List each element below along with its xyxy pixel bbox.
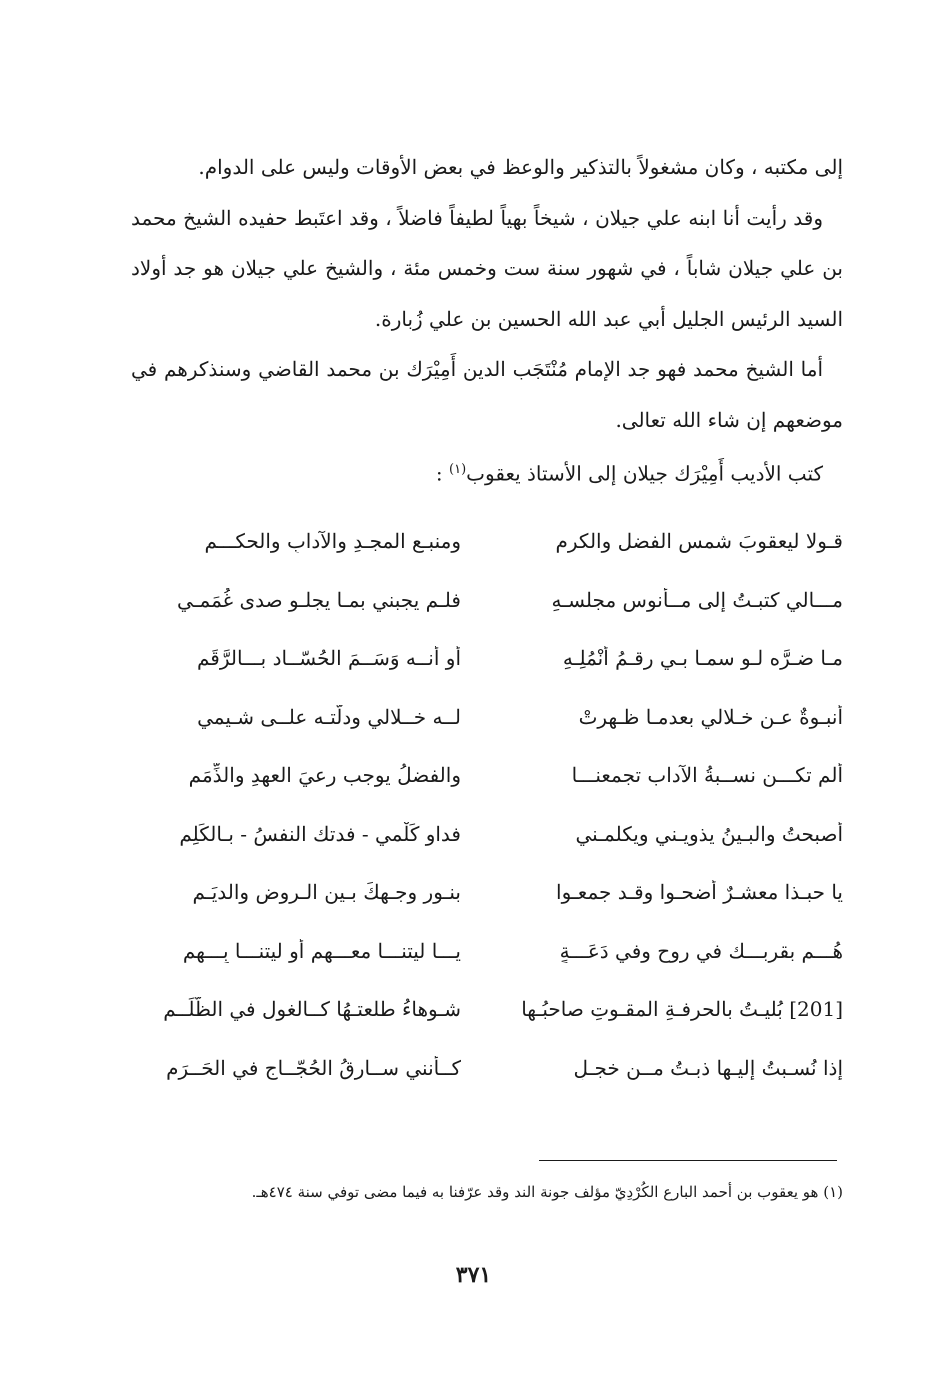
hemistich-second: يـــا ليتنـــا معـــهم أو ليتنـــا بِـــهِمِ: [182, 938, 461, 963]
poem-intro-text: كتب الأديب أَمِيْرَك جيلان إلى الأستاذ يعقوب: [466, 461, 823, 486]
paragraph-ali-jilan: وقد رأيت أنا ابنه علي جيلان ، شيخاً بهياً لطيفاً فاضلاً ، وقد اعتَبط حفيده الشيخ محمد بن علي جيلان شاباً ، في شهور سنة ست وخمس مئة ، والشيخ علي جيلان هو جد أولاد السيد الرئيس الجليل أبي عبد الله الحسين بن علي زُبارة.: [131, 205, 843, 331]
poem: [131, 512, 843, 1097]
hemistich-second: كــأنني ســارقُ الحُجّــاجِ في الحَــرَمِ: [166, 1055, 461, 1080]
hemistich-first: ألم تكـــن نســبةُ الآداب تجمعنـــا: [571, 763, 843, 788]
hemistich-second: والفضلُ يوجب رعيَ العهدِ والذِّمَمِ: [188, 763, 461, 788]
hemistich-first: يا حبـذا معشـرٌ أضحـوا وقـد جمعـوا: [556, 880, 843, 905]
hemistich-first: أصبحتُ والبـينُ يذويـني ويكلمـني: [575, 821, 843, 846]
hemistich-second: ومنبـعِ المجـدِ والآدابِ والحكـــمِ: [204, 529, 461, 554]
poem-couplet: [131, 805, 843, 864]
poem-couplet: [131, 629, 843, 688]
hemistich-first: إذا نُسـبتُ إليـها ذبـتُ مــن خجـلٍ: [573, 1055, 843, 1080]
paragraph-muhammad: أما الشيخ محمد فهو جد الإمام مُنْتَجَب الدين أَمِيْرَك بن محمد القاضي وسنذكرهم في موضعهم إن شاء الله تعالى.: [131, 357, 843, 432]
hemistich-second: بنـورِ وجـهكَ بـين الـروضِ والديَـمِ: [192, 880, 461, 905]
hemistich-first: أنبـوةٌ عـن خـلالي بعدمـا ظـهرتْ: [578, 704, 843, 729]
hemistich-second: شـوهاءُ طلعتـهُا كــالغولِ في الظُّلَــمِ: [163, 997, 461, 1022]
footnote: (١) هو يعقوب بن أحمد البارع الكُرْدِيّ مؤلف جونة الند وقد عرّفنا به فيما مضى توفي سنة ٤٧٤هـ.: [251, 1183, 843, 1201]
footnote-divider: [539, 1160, 837, 1161]
hemistich-first: [201] بُليـتُ بالحرفـةِ المقـوتِ صاحبُـها: [521, 997, 843, 1022]
poem-couplet: [131, 512, 843, 571]
poem-couplet: [131, 863, 843, 922]
poem-couplet: [131, 1039, 843, 1098]
poem-couplet: [131, 922, 843, 981]
paragraph-poem-intro: [131, 445, 843, 499]
hemistich-first: قـولا ليعقوبَ شمسِ الفضلِ والكرمِ: [555, 529, 843, 554]
poem-intro-colon: :: [435, 461, 450, 486]
prose-body: [131, 142, 843, 499]
hemistich-second: فلـم يجبني بمـا يجلـو صدى غُمَمـي: [177, 587, 461, 612]
hemistich-first: مـا ضـرَّه لـو سمـا بـي رقـمُ أَنْمُلِـهِ: [562, 646, 843, 671]
hemistich-second: لــه خــلالي ودلَّتـه علــى شـيمي: [197, 704, 461, 729]
page-number: ٣٧١: [455, 1262, 492, 1288]
poem-couplet: [131, 571, 843, 630]
hemistich-first: مـــالي كتبـتُ إلى مــأنوسِ مجلسـهِ: [551, 587, 843, 612]
hemistich-second: أو أنــه وَسَــمَ الحُسّــاد بـــالرَّقَمِ: [196, 646, 461, 671]
poem-couplet: [131, 980, 843, 1039]
hemistich-second: فداوِ كَلْمي - فدتك النفسُ - بـالكَلِمِ: [179, 821, 461, 846]
footnote-reference: (١): [449, 462, 467, 477]
paragraph-continuation: إلى مكتبه ، وكان مشغولاً بالتذكير والوعظ في بعض الأوقات وليس على الدوام.: [198, 155, 843, 179]
poem-couplet: [131, 746, 843, 805]
hemistich-first: هُـــم بقربـــك في روحٍ وفي دَعَـــةٍ: [559, 938, 843, 963]
poem-couplet: [131, 688, 843, 747]
